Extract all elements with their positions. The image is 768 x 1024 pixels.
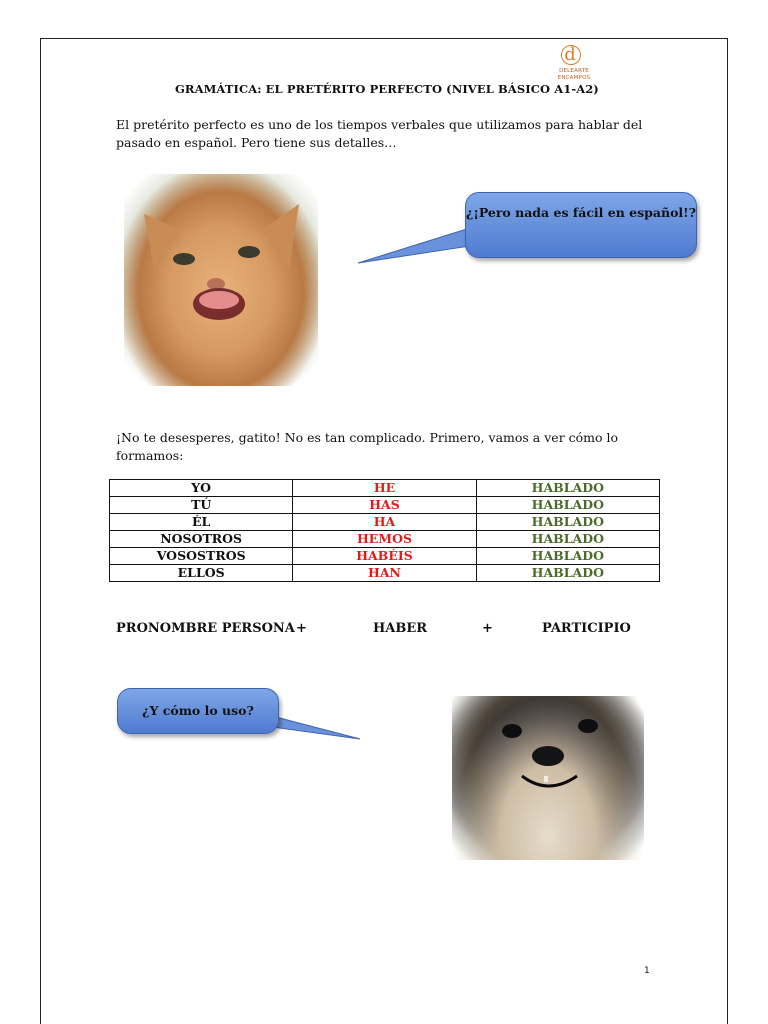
bubble-cat-tail bbox=[358, 228, 470, 263]
participle-cell: HABLADO bbox=[476, 531, 659, 548]
logo-line2: ENCAMPOS bbox=[557, 75, 591, 81]
formula-haber: HABER bbox=[373, 621, 428, 636]
formula-plus-1: + bbox=[296, 621, 307, 636]
speech-bubble-cat-text: ¿¡Pero nada es fácil en español!? bbox=[466, 205, 696, 220]
speech-bubble-dog bbox=[117, 688, 279, 734]
logo-line1: DELEARTE bbox=[559, 68, 589, 74]
haber-cell: HAN bbox=[293, 565, 476, 582]
haber-cell: HE bbox=[293, 480, 476, 497]
table-row bbox=[110, 565, 660, 582]
page-number: 1 bbox=[644, 966, 650, 976]
formula-pronoun: PRONOMBRE PERSONA bbox=[116, 621, 295, 636]
speech-bubble-dog-text: ¿Y cómo lo uso? bbox=[142, 703, 254, 718]
page-title: GRAMÁTICA: EL PRETÉRITO PERFECTO (NIVEL BÁSICO A1-A2) bbox=[175, 82, 599, 96]
formula-plus-2: + bbox=[482, 621, 493, 636]
intro-paragraph: El pretérito perfecto es uno de los tiempos verbales que utilizamos para hablar del pasado en español. Pero tiene sus detalles… bbox=[116, 117, 643, 150]
pronoun-cell: NOSOTROS bbox=[110, 531, 293, 548]
participle-cell: HABLADO bbox=[476, 497, 659, 514]
pronoun-cell: TÚ bbox=[110, 497, 293, 514]
haber-cell: HEMOS bbox=[293, 531, 476, 548]
speech-bubble-cat bbox=[465, 192, 697, 258]
participle-cell: HABLADO bbox=[476, 548, 659, 565]
formula-participle: PARTICIPIO bbox=[542, 621, 631, 636]
conjugation-table bbox=[109, 479, 660, 582]
haber-cell: HAS bbox=[293, 497, 476, 514]
participle-cell: HABLADO bbox=[476, 480, 659, 497]
pronoun-cell: ÉL bbox=[110, 514, 293, 531]
table-row bbox=[110, 514, 660, 531]
logo-mark-icon: d bbox=[560, 44, 580, 66]
bubble-dog-tail bbox=[272, 716, 360, 739]
pronoun-cell: YO bbox=[110, 480, 293, 497]
haber-cell: HA bbox=[293, 514, 476, 531]
participle-cell: HABLADO bbox=[476, 565, 659, 582]
table-row bbox=[110, 531, 660, 548]
table-row bbox=[110, 548, 660, 565]
participle-cell: HABLADO bbox=[476, 514, 659, 531]
table-row bbox=[110, 497, 660, 514]
haber-cell: HABÉIS bbox=[293, 548, 476, 565]
pronoun-cell: ELLOS bbox=[110, 565, 293, 582]
transition-paragraph: ¡No te desesperes, gatito! No es tan complicado. Primero, vamos a ver cómo lo formamos: bbox=[116, 430, 619, 463]
pronoun-cell: VOSOSTROS bbox=[110, 548, 293, 565]
table-row bbox=[110, 480, 660, 497]
